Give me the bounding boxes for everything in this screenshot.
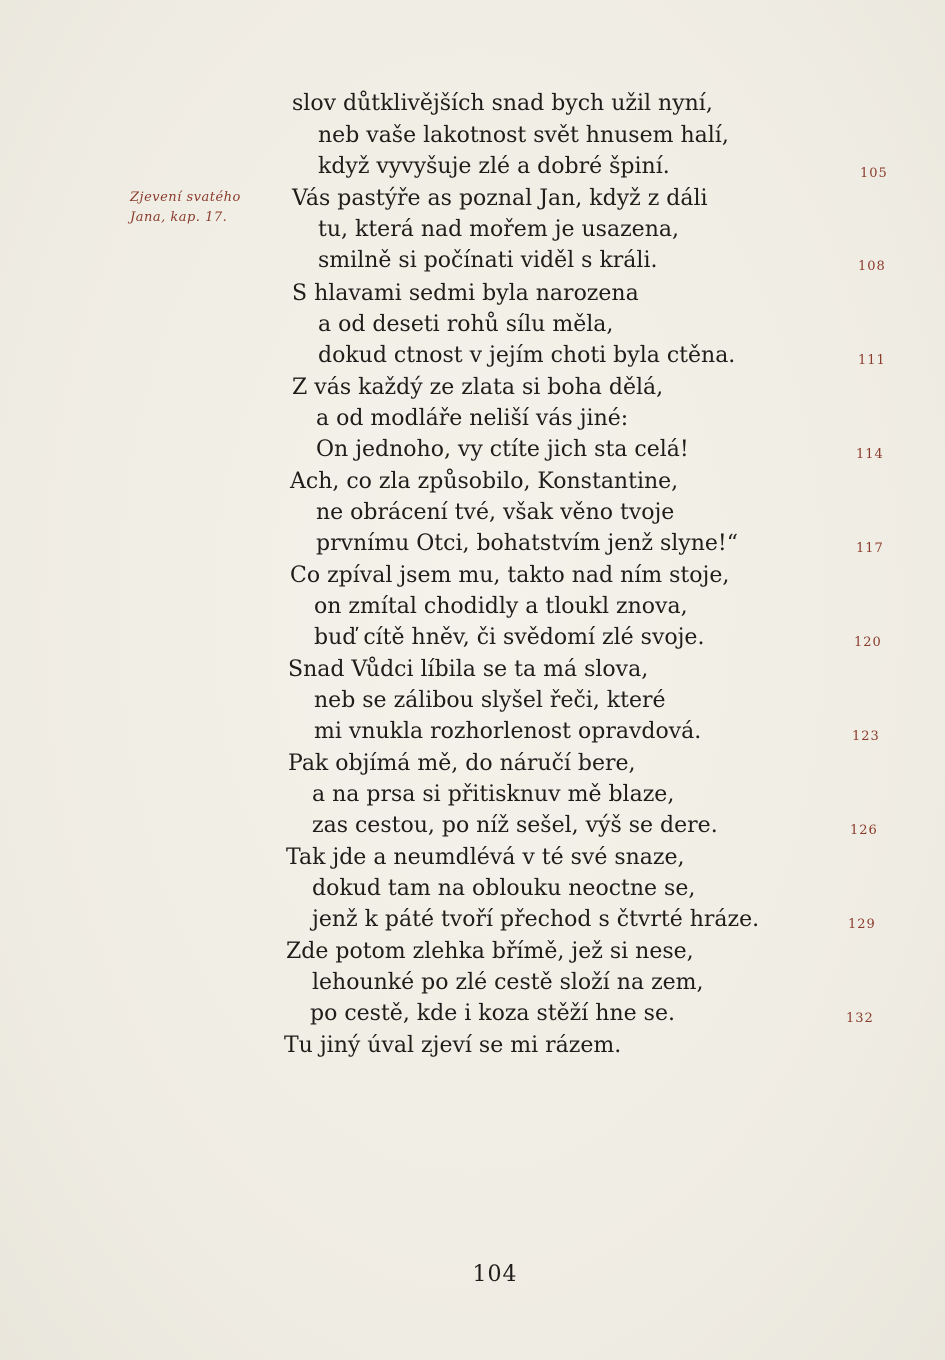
verse-line: neb se zálibou slyšel řeči, které [314, 688, 666, 713]
verse-line: Snad Vůdci líbila se ta má slova, [288, 657, 649, 682]
verse-line: a od deseti rohů sílu měla, [318, 312, 614, 337]
verse-line: Zde potom zlehka břímě, jež si nese, [286, 939, 694, 964]
page-number: 104 [472, 1262, 518, 1287]
verse-line: Z vás každý ze zlata si boha dělá, [292, 375, 664, 400]
verse-line: Vás pastýře as poznal Jan, když z dáli [292, 186, 708, 211]
line-number: 108 [858, 259, 886, 274]
verse-line: zas cestou, po níž sešel, výš se dere. [312, 813, 718, 838]
verse-line: a od modláře neliší vás jiné: [316, 406, 629, 431]
margin-note [130, 188, 241, 228]
line-number: 117 [856, 541, 884, 556]
verse-line: smilně si počínati viděl s králi. [318, 248, 658, 273]
verse-line: on zmítal chodidly a tloukl znova, [314, 594, 688, 619]
verse-line: dokud tam na oblouku neoctne se, [312, 876, 696, 901]
line-number: 126 [850, 823, 878, 838]
line-number: 129 [848, 917, 876, 932]
line-number: 120 [854, 635, 882, 650]
line-number: 114 [856, 447, 884, 462]
verse-line: Co zpíval jsem mu, takto nad ním stoje, [290, 563, 730, 588]
verse-line: slov důtklivějších snad bych užil nyní, [292, 91, 713, 116]
verse-line: jenž k páté tvoří přechod s čtvrté hráze. [312, 907, 760, 932]
verse-line: mi vnukla rozhorlenost opravdová. [314, 719, 702, 744]
verse-line: On jednoho, vy ctíte jich sta celá! [316, 437, 689, 462]
verse-line: neb vaše lakotnost svět hnusem halí, [318, 123, 729, 148]
line-number: 111 [858, 353, 886, 368]
verse-line: když vyvyšuje zlé a dobré špiní. [318, 154, 670, 179]
verse-line: tu, která nad mořem je usazena, [318, 217, 679, 242]
line-number: 105 [860, 166, 888, 181]
verse-line: a na prsa si přitisknuv mě blaze, [312, 782, 675, 807]
verse-line: Tak jde a neumdlévá v té své snaze, [286, 845, 685, 870]
verse-line: lehounké po zlé cestě složí na zem, [312, 970, 704, 995]
verse-line: Pak objímá mě, do náručí bere, [288, 751, 636, 776]
line-number: 132 [846, 1011, 874, 1026]
verse-line: ne obrácení tvé, však věno tvoje [316, 500, 675, 525]
verse-line: prvnímu Otci, bohatstvím jenž slyne!“ [316, 531, 739, 556]
verse-line: dokud ctnost v jejím choti byla ctěna. [318, 343, 736, 368]
margin-note-line: Zjevení svatého [130, 190, 241, 205]
margin-note-line: Jana, kap. 17. [130, 210, 228, 225]
line-number: 123 [852, 729, 880, 744]
verse-line: po cestě, kde i koza stěží hne se. [310, 1001, 675, 1026]
verse-line: Tu jiný úval zjeví se mi rázem. [284, 1033, 622, 1058]
verse-line: buď cítě hněv, či svědomí zlé svoje. [314, 625, 705, 650]
verse-line: S hlavami sedmi byla narozena [292, 281, 639, 306]
verse-line: Ach, co zla způsobilo, Konstantine, [290, 469, 679, 494]
